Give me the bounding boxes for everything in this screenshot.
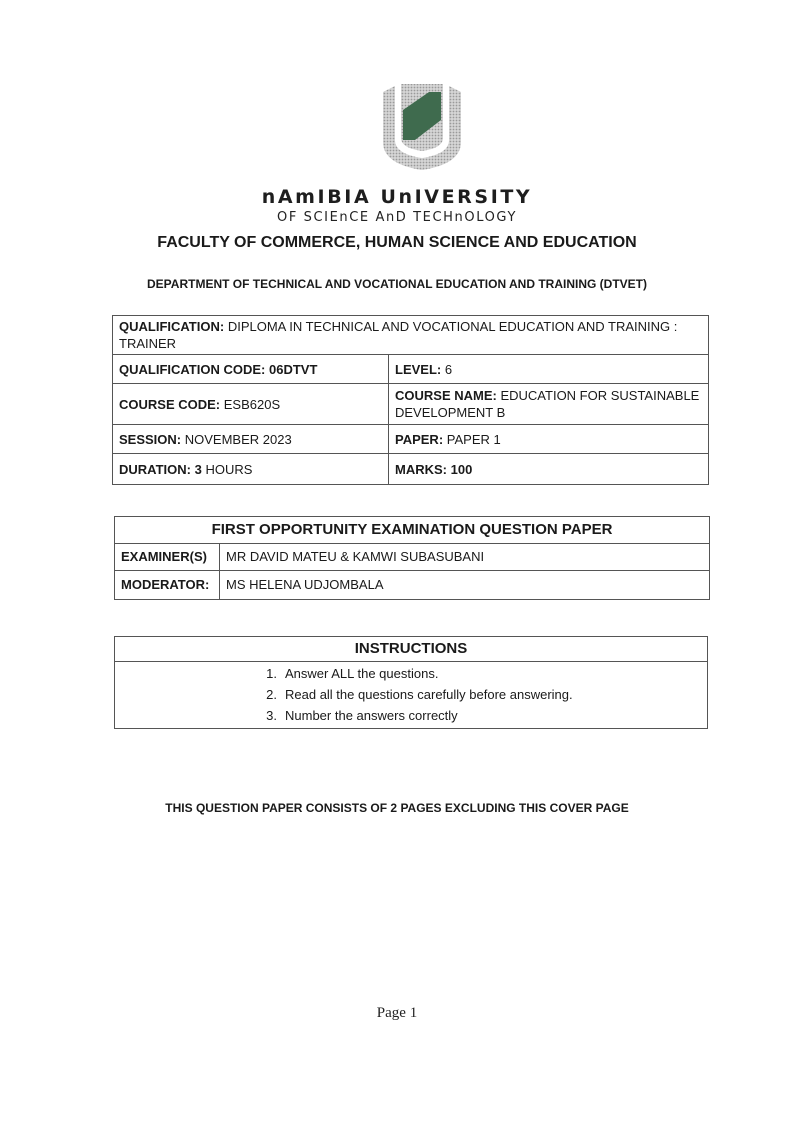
university-logo — [377, 80, 467, 172]
marks-cell — [389, 454, 709, 485]
instruction-number: 2. — [266, 687, 277, 702]
table-row — [115, 637, 708, 662]
university-name: nAmIBIA UnIVERSITY — [261, 186, 533, 208]
qualification-code-cell — [113, 355, 389, 384]
examiners-value: MR DAVID MATEU & KAMWI SUBASUBANI — [220, 544, 710, 571]
qualification-cell — [113, 316, 709, 355]
university-subtitle: OF SCIEnCE AnD TECHnOLOGY — [276, 210, 517, 225]
list-item — [115, 663, 707, 684]
instruction-number: 1. — [266, 666, 277, 681]
instruction-text: Number the answers correctly — [285, 708, 458, 723]
level-label: LEVEL: — [395, 361, 442, 377]
instruction-text: Answer ALL the questions. — [285, 666, 439, 681]
instruction-text: Read all the questions carefully before answering. — [285, 687, 573, 702]
instructions-list — [115, 663, 707, 726]
instructions-body — [115, 662, 708, 729]
faculty-title: FACULTY OF COMMERCE, HUMAN SCIENCE AND EDUCATION — [157, 234, 637, 251]
course-name-cell — [389, 384, 709, 425]
instructions-title: INSTRUCTIONS — [115, 637, 708, 662]
session-cell — [113, 425, 389, 454]
marks-value: 100 — [450, 461, 473, 477]
table-row — [113, 384, 709, 425]
qualification-code-label: QUALIFICATION CODE: — [119, 361, 266, 377]
course-code-value: ESB620S — [223, 396, 281, 412]
duration-label: DURATION: — [119, 461, 191, 477]
moderator-value: MS HELENA UDJOMBALA — [220, 571, 710, 600]
duration-unit: HOURS — [205, 461, 253, 477]
exam-info-table — [114, 516, 710, 600]
level-cell — [389, 355, 709, 384]
qualification-label: QUALIFICATION: — [119, 319, 225, 334]
table-row — [113, 316, 709, 355]
course-code-cell — [113, 384, 389, 425]
course-name-label: COURSE NAME: — [395, 388, 497, 403]
table-row — [113, 425, 709, 454]
table-row — [113, 355, 709, 384]
table-row — [115, 517, 710, 544]
page-number: Page 1 — [376, 1005, 418, 1021]
course-code-label: COURSE CODE: — [119, 396, 221, 412]
list-item — [115, 705, 707, 726]
examiners-label: EXAMINER(S) — [115, 544, 220, 571]
level-value: 6 — [444, 361, 453, 377]
university-shield-icon — [377, 80, 467, 172]
instruction-number: 3. — [266, 708, 277, 723]
moderator-label: MODERATOR: — [115, 571, 220, 600]
paper-cell — [389, 425, 709, 454]
table-row — [113, 454, 709, 485]
qualification-table — [112, 315, 709, 485]
session-label: SESSION: — [119, 431, 182, 447]
course-name-value: EDUCATION FOR SUSTAINABLE DEVELOPMENT B — [395, 388, 700, 420]
table-row — [115, 571, 710, 600]
exam-title: FIRST OPPORTUNITY EXAMINATION QUESTION PAPER — [115, 517, 710, 544]
session-value: NOVEMBER 2023 — [184, 431, 292, 447]
table-row — [115, 662, 708, 729]
table-row — [115, 544, 710, 571]
qualification-value: DIPLOMA IN TECHNICAL AND VOCATIONAL EDUCATION AND TRAINING : TRAINER — [119, 319, 678, 351]
duration-number: 3 — [194, 461, 202, 477]
paper-label: PAPER: — [395, 431, 444, 447]
qualification-code-value: 06DTVT — [268, 361, 318, 377]
instructions-table — [114, 636, 708, 729]
duration-cell — [113, 454, 389, 485]
page-count-note: THIS QUESTION PAPER CONSISTS OF 2 PAGES EXCLUDING THIS COVER PAGE — [165, 801, 629, 815]
department-title: DEPARTMENT OF TECHNICAL AND VOCATIONAL EDUCATION AND TRAINING (DTVET) — [147, 277, 647, 291]
paper-value: PAPER 1 — [446, 431, 501, 447]
marks-label: MARKS: — [395, 461, 447, 477]
list-item — [115, 684, 707, 705]
